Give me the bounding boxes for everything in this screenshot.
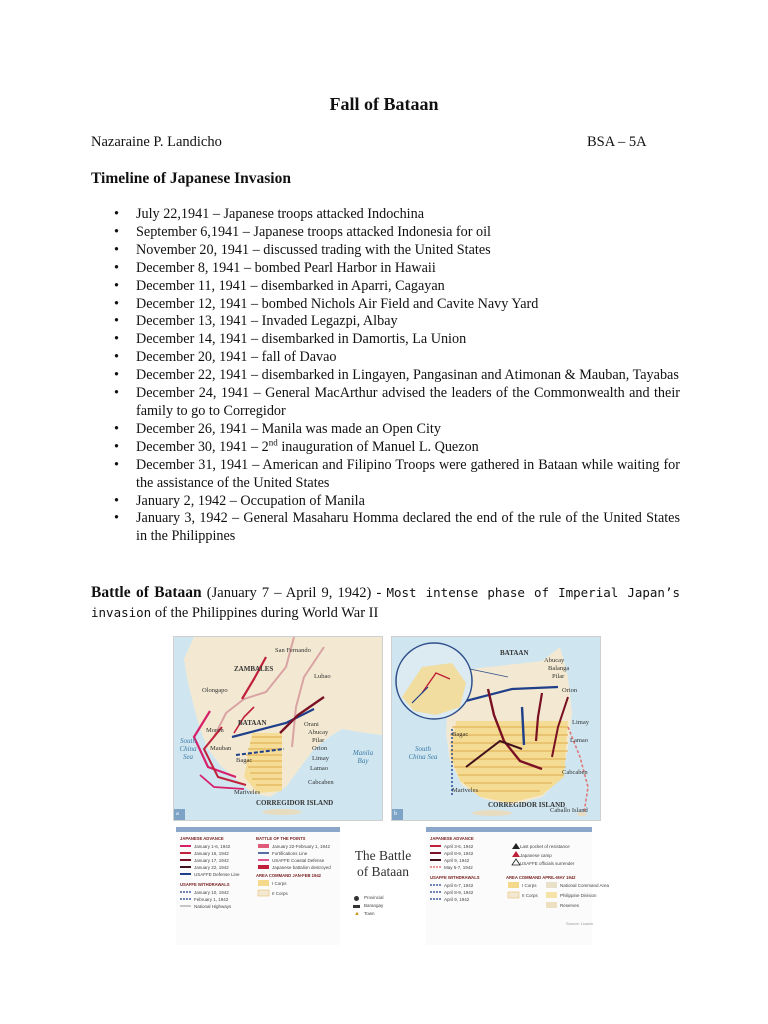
legend-heading: USAFFE WITHDRAWALS	[430, 875, 480, 880]
list-item: • January 2, 1942 – Occupation of Manila	[114, 492, 365, 509]
course-section: BSA – 5A	[587, 134, 647, 150]
legend-item: USAFFE Defense Line	[194, 872, 240, 877]
bullet-icon: •	[114, 259, 119, 276]
list-item: • December 13, 1941 – Invaded Legazpi, Albay	[114, 313, 398, 330]
map-label: Pilar	[552, 673, 565, 680]
legend-item: Reserves	[560, 903, 580, 908]
bullet-icon: •	[114, 241, 119, 258]
bullet-icon: •	[114, 456, 119, 473]
map-label: Abucay	[544, 657, 565, 664]
map-label: Lubao	[314, 673, 331, 680]
list-item: • December 20, 1941 – fall of Davao	[114, 349, 337, 366]
bullet-icon: •	[114, 223, 119, 240]
bullet-icon: •	[114, 206, 119, 222]
list-item: • December 30, 1941 – 2nd inauguration of Manuel L. Quezon	[114, 437, 479, 455]
legend-item: Japanese camp	[520, 853, 552, 858]
battle-description: Most intense phase of Imperial Japan’s invasion	[91, 585, 680, 620]
map-label: BATAAN	[238, 719, 267, 727]
legend-item: USAFFE Coastal Defense	[272, 858, 325, 863]
legend-heading: JAPANESE ADVANCE	[430, 836, 474, 841]
list-item: • December 8, 1941 – bombed Pearl Harbor in Hawaii	[114, 259, 436, 276]
map-label: Orion	[312, 745, 328, 752]
legend-item: April 9, 1942	[444, 858, 470, 863]
bullet-icon: •	[114, 331, 119, 348]
map-battle-jan-feb	[173, 636, 383, 821]
map-label: ZAMBALES	[234, 665, 274, 673]
map-label: Bagac	[452, 731, 469, 738]
legend-item: I Corps	[522, 883, 537, 888]
list-item: • December 14, 1941 – disembarked in Damortis, La Union	[114, 331, 467, 348]
legend-item: January 22, 1942	[194, 865, 229, 870]
map-label: Balanga	[548, 665, 570, 672]
bullet-icon: •	[114, 367, 119, 384]
map-label: Mauban	[210, 745, 232, 752]
corregidor-island	[262, 809, 302, 815]
map-label: South China Sea	[179, 737, 197, 761]
map-label: Cabcaben	[562, 769, 588, 776]
bullet-icon: •	[114, 492, 119, 509]
legend-item: April 6-7, 1942	[444, 883, 474, 888]
barangay-icon	[353, 905, 360, 908]
land-luzon	[184, 637, 382, 797]
legend-item: January 17, 1942	[194, 858, 229, 863]
legend-symbols	[350, 895, 420, 919]
list-item: • December 26, 1941 – Manila was made an Open City	[114, 420, 441, 437]
list-item: • July 22,1941 – Japanese troops attacked Indochina	[114, 206, 425, 222]
legend-left-swatches	[176, 827, 340, 945]
map-label: Orion	[562, 687, 578, 694]
legend-item: National Command Area	[560, 883, 610, 888]
map-label: Lamao	[310, 765, 329, 772]
map-label: Abucay	[308, 729, 329, 736]
legend-item: April 8-9, 1942	[444, 851, 474, 856]
legend-heading: AREA COMMAND JAN-FEB 1942	[256, 873, 321, 878]
bullet-icon: •	[114, 385, 119, 402]
town-icon: ▲	[354, 911, 360, 917]
legend-heading: JAPANESE ADVANCE	[180, 836, 224, 841]
legend-item: February 1, 1942	[194, 897, 229, 902]
map-label: San Fernando	[275, 647, 311, 654]
legend-heading: BATTLE OF THE POINTS	[256, 836, 306, 841]
map-label: Limay	[312, 755, 329, 762]
legend-item: Japanese battalion destroyed	[272, 865, 331, 870]
author-name: Nazaraine P. Landicho	[91, 134, 222, 150]
legend-item: II Corps	[272, 891, 288, 896]
map-label: Mariveles	[234, 789, 260, 796]
section-heading: Timeline of Japanese Invasion	[91, 170, 291, 187]
legend-item: January 22-February 1, 1942	[272, 844, 331, 849]
map-label: Caballo Island	[550, 807, 588, 814]
legend-item: Philippine Division	[560, 893, 597, 898]
legend-item: II Corps	[522, 893, 538, 898]
list-item: • December 12, 1941 – bombed Nichols Air Field and Cavite Navy Yard	[114, 295, 539, 312]
legend-item: I Corps	[272, 881, 287, 886]
legend-item: April 3-6, 1942	[444, 844, 474, 849]
map-label: Olongapo	[202, 687, 228, 694]
bullet-icon: •	[114, 313, 119, 330]
map-label: Manila Bay	[352, 749, 374, 765]
list-item: • September 6,1941 – Japanese troops attacked Indonesia for oil	[114, 223, 491, 240]
bullet-icon: •	[114, 510, 119, 527]
map-label: Moron	[206, 727, 224, 734]
legend-title: The Battle of Bataan	[354, 848, 412, 879]
legend-item: Last pocket of resistance	[520, 844, 570, 849]
list-item: • January 3, 1942 – General Masaharu Homma declared the end of the rule of the United States in the Philippines	[114, 510, 680, 545]
legend-item: January 16, 1942	[194, 851, 229, 856]
bullet-icon: •	[114, 438, 119, 455]
bullet-icon: •	[114, 295, 119, 312]
bullet-icon: •	[114, 349, 119, 366]
map-label: Limay	[572, 719, 589, 726]
legend-left	[176, 827, 340, 945]
battle-heading: Battle of Bataan	[91, 584, 202, 601]
legend-item: January 10, 1942	[194, 890, 229, 895]
legend-item: Town	[364, 911, 375, 916]
legend-item: January 1-6, 1942	[194, 844, 231, 849]
battle-description-end: of the Philippines during World War II	[151, 605, 379, 621]
legend-heading: AREA COMMAND APRIL-MAY 1942	[506, 875, 576, 880]
legend-item: Barangay	[364, 903, 384, 908]
battle-paragraph	[91, 583, 680, 623]
bullet-icon: •	[114, 277, 119, 294]
bullet-icon: •	[114, 420, 119, 437]
credit-text: Source: Lizada	[566, 921, 593, 926]
provincial-icon	[354, 896, 359, 901]
legend-item: May 5-7, 1942	[444, 865, 473, 870]
list-item: • November 20, 1941 – discussed trading with the United States	[114, 241, 491, 258]
corregidor-island	[472, 810, 512, 816]
list-item: • December 22, 1941 – disembarked in Lingayen, Pangasinan and Atimonan & Mauban, Tayabas	[114, 367, 679, 384]
map-label: b	[394, 810, 398, 817]
legend-item: USAFFE officials surrender	[520, 861, 575, 866]
map-label: a	[176, 810, 179, 817]
map-label: CORREGIDOR ISLAND	[256, 799, 334, 807]
legend-item: Fortifications Line	[272, 851, 308, 856]
map-label: Mariveles	[452, 787, 478, 794]
document-title: Fall of Bataan	[329, 94, 439, 114]
legend-right-swatches	[426, 827, 592, 945]
map-label: CORREGIDOR ISLAND	[488, 801, 566, 809]
map-label: Cabcaben	[308, 779, 334, 786]
map-label: Orani	[304, 721, 319, 728]
map-battle-april	[391, 636, 601, 821]
map-label: South China Sea	[408, 745, 438, 761]
battle-dates: (January 7 – April 9, 1942) -	[201, 585, 387, 601]
map-label: Bagac	[236, 757, 253, 764]
timeline-list	[91, 206, 680, 546]
legend-item: April 8-9, 1942	[444, 890, 474, 895]
legend-right	[426, 827, 610, 945]
legend-item: National Highways	[194, 904, 232, 909]
map-label: Lamao	[570, 737, 589, 744]
legend-item: April 9, 1942	[444, 897, 470, 902]
map-label: BATAAN	[500, 649, 529, 657]
legend-item: Provincial	[364, 895, 384, 900]
map-label: Pilar	[312, 737, 325, 744]
list-item: • December 24, 1941 – General MacArthur advised the leaders of the Commonwealth and their family to go to Corregidor	[114, 385, 680, 419]
legend-heading: USAFFE WITHDRAWALS	[180, 882, 230, 887]
list-item: • December 11, 1941 – disembarked in Aparri, Cagayan	[114, 277, 445, 294]
list-item: • December 31, 1941 – American and Filipino Troops were gathered in Bataan while waiting for the assistance of the United States	[114, 456, 680, 491]
